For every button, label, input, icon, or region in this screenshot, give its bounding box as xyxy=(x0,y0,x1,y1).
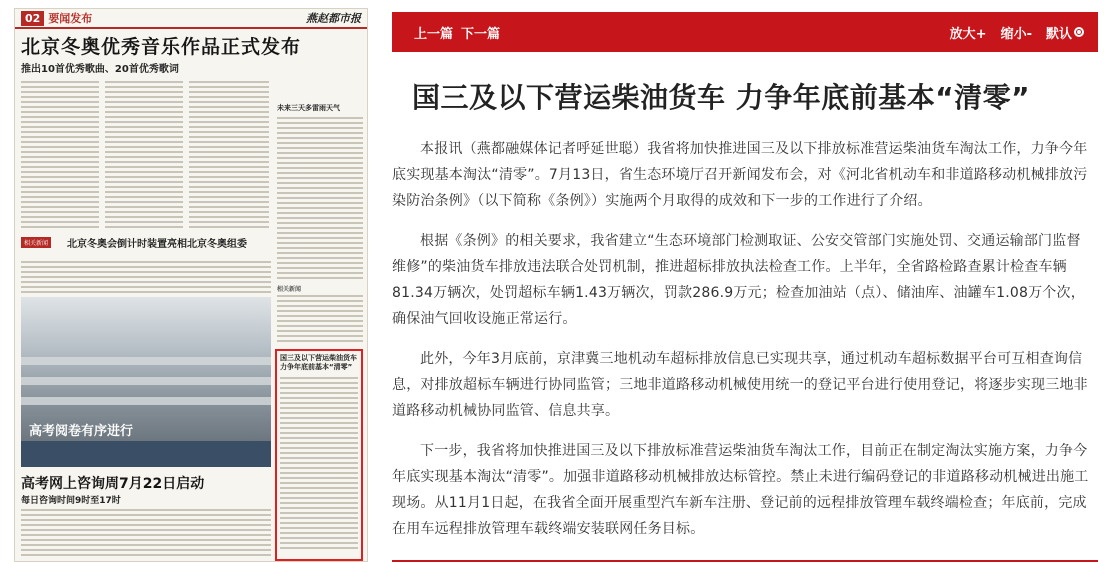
photo-caption-strip xyxy=(21,441,271,467)
text-column xyxy=(21,81,99,231)
zoom-controls xyxy=(950,23,1084,42)
highlight-article-title: 国三及以下营运柴油货车力争年底前基本“清零” xyxy=(280,354,357,371)
previous-article-link[interactable]: 上一篇 xyxy=(414,26,454,42)
text-column xyxy=(189,81,269,231)
article-panel xyxy=(392,12,1098,562)
newspaper-headline[interactable]: 北京冬奥优秀音乐作品正式发布 xyxy=(21,36,302,58)
text-column xyxy=(277,117,363,282)
reset-circle-icon xyxy=(1074,27,1084,37)
zoom-in-button[interactable]: 放大+ xyxy=(949,26,987,42)
page-number: 02 xyxy=(21,11,44,26)
exam-consult-headline[interactable]: 高考网上咨询周7月22日启动 xyxy=(21,476,205,492)
related-news-tag: 相关新闻 xyxy=(21,237,51,248)
weather-box-title[interactable]: 未来三天多雷雨天气 xyxy=(277,104,340,112)
newspaper-header xyxy=(15,9,367,29)
reset-zoom-label: 默认 xyxy=(1045,26,1072,42)
article-paragraph: 根据《条例》的相关要求，我省建立“生态环境部门检测取证、公安交管部门实施处罚、交通运输部门监督维修”的柴油货车排放违法联合处罚机制，推进超标排放执法检查工作。上半年，全省路检路查累计检查车辆81.34万辆次，处罚超标车辆1.43万辆次，罚款286.9万元；检查加油站（点）、储油库、油罐车1.08万个次，确保油气回收设施正常运行。 xyxy=(392,233,1085,327)
photo-caption: 高考阅卷有序进行 xyxy=(29,424,134,439)
exam-hall-photo[interactable] xyxy=(21,297,271,467)
reset-zoom-button[interactable] xyxy=(1046,23,1084,42)
exam-consult-subhead: 每日咨询时间9时至17时 xyxy=(21,496,121,506)
article-navigation xyxy=(414,23,500,42)
secondary-headline[interactable]: 北京冬奥会倒计时装置亮相北京冬奥组委 xyxy=(67,239,247,250)
section-name: 要闻发布 xyxy=(48,12,93,25)
text-column xyxy=(280,377,358,552)
selected-article-highlight[interactable] xyxy=(275,349,363,561)
text-column xyxy=(21,261,271,296)
article-paragraph: 此外，今年3月底前，京津冀三地机动车超标排放信息已实现共享，通过机动车超标数据平台可互相查询信息，对排放超标车辆进行协同监管；三地非道路移动机械使用统一的登记平台进行使用登记，将逐步实现三地非道路移动机械协同监管、信息共享。 xyxy=(392,351,1088,419)
newspaper-page-thumbnail[interactable] xyxy=(14,8,368,562)
article-toolbar xyxy=(392,12,1098,52)
newspaper-masthead: 燕赵都市报 xyxy=(306,12,361,25)
article-title: 国三及以下营运柴油货车 力争年底前基本“清零” xyxy=(412,81,1031,114)
related-news-label: 相关新闻 xyxy=(277,286,302,293)
text-column xyxy=(277,295,363,345)
next-article-link[interactable]: 下一篇 xyxy=(461,26,501,42)
text-column xyxy=(21,509,271,559)
article-paragraph: 本报讯（燕都融媒体记者呼延世聪）我省将加快推进国三及以下排放标准营运柴油货车淘汰工作，力争今年底实现基本淘汰“清零”。7月13日，省生态环境厅召开新闻发布会，对《河北省机动车和非道路移动机械排放污染防治条例》（以下简称《条例》）实施两个月取得的成效和下一步的工作进行了介绍。 xyxy=(392,141,1088,209)
newspaper-subhead: 推出10首优秀歌曲、20首优秀歌词 xyxy=(21,64,179,75)
zoom-out-button[interactable]: 缩小- xyxy=(1000,26,1032,42)
article-paragraph: 下一步，我省将加快推进国三及以下排放标准营运柴油货车淘汰工作，目前正在制定淘汰实施方案，力争今年底实现基本淘汰“清零”。加强非道路移动机械排放达标管控。禁止未进行编码登记的非道路移动机械进出施工现场。从11月1日起，在我省全面开展重型汽车新车注册、登记前的远程排放管理车载终端检查；年底前，完成在用车远程排放管理车载终端安装联网任务目标。 xyxy=(392,443,1089,537)
text-column xyxy=(105,81,183,231)
article-body xyxy=(392,136,1090,542)
